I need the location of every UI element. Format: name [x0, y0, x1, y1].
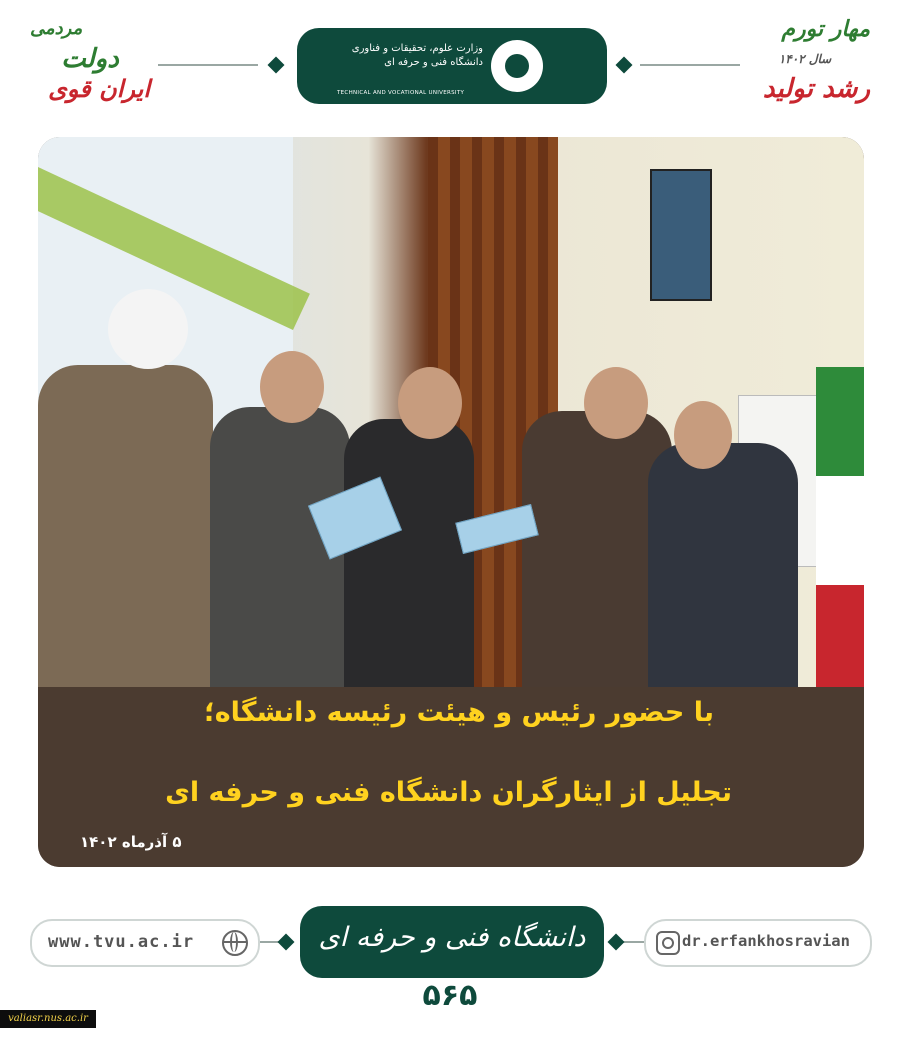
instagram-handle: dr.erfankhosravian [682, 932, 850, 950]
person-3 [344, 419, 474, 697]
iran-flag [816, 367, 864, 697]
tvu-logo-icon [491, 40, 543, 92]
header-rule-left [158, 64, 258, 66]
instagram-link[interactable] [644, 919, 872, 967]
header-diamond-left [268, 57, 285, 74]
post-number: ۵۶۵ [422, 978, 478, 1013]
university-header-badge [297, 28, 607, 104]
university-name-calligraphy: دانشگاه فنی و حرفه ای [318, 922, 586, 953]
globe-icon [222, 930, 248, 956]
news-photo-card [38, 137, 864, 867]
headline-line1: با حضور رئیس و هیئت رئیسه دانشگاه؛ [203, 697, 714, 728]
headline-line2: تجلیل از ایثارگران دانشگاه فنی و حرفه ای [165, 777, 732, 808]
person-5 [648, 443, 798, 697]
publish-date: ۵ آذرماه ۱۴۰۲ [80, 833, 182, 851]
slogan-right-line3: رشد تولید [762, 74, 870, 104]
website-link[interactable] [30, 919, 260, 967]
header-rule-right [640, 64, 740, 66]
header-diamond-right [616, 57, 633, 74]
slogan-left-line2: دولت [61, 44, 119, 74]
person-5-head [674, 401, 732, 469]
university-footer-badge [300, 906, 604, 978]
person-cleric [38, 365, 213, 697]
slogan-right [740, 14, 870, 124]
footer-rule-right [622, 941, 644, 943]
site-watermark: valiasr.nus.ac.ir [0, 1010, 96, 1028]
person-2-head [260, 351, 324, 423]
slogan-left-line1: مردمی [30, 18, 83, 39]
slogan-right-line1: مهار تورم [781, 16, 870, 42]
ceremony-photo [38, 137, 864, 697]
footer-diamond-left [278, 934, 295, 951]
instagram-icon [656, 931, 680, 955]
footer-diamond-right [608, 934, 625, 951]
ministry-text: وزارت علوم، تحقیقات و فناوری دانشگاه فنی و حرفه ای [351, 43, 483, 68]
wall-portrait [650, 169, 712, 301]
slogan-left [30, 14, 150, 124]
person-3-head [398, 367, 462, 439]
slogan-left-line3: ایران قوی [48, 74, 150, 103]
website-text: www.tvu.ac.ir [48, 932, 195, 952]
person-cleric-head [108, 289, 188, 369]
person-4-head [584, 367, 648, 439]
slogan-right-line2: سال ۱۴۰۲ [778, 52, 832, 66]
university-english-name: TECHNICAL AND VOCATIONAL UNIVERSITY [337, 90, 465, 96]
